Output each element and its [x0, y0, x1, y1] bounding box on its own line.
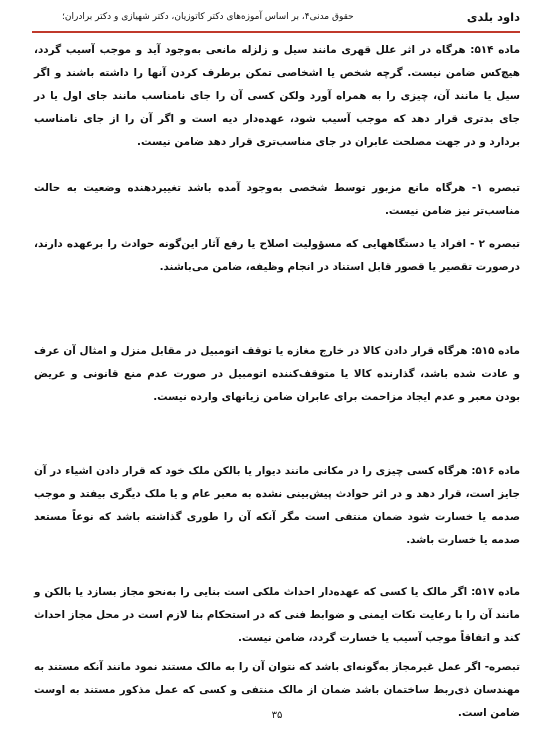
note-label: تبصره- [484, 661, 520, 673]
article-label: ماده ۵۱۶: [471, 465, 520, 477]
note-text: هرگاه مانع مزبور توسط شخصی به‌وجود آمده باشد تغییردهنده وضعیت به حالت مناسب‌تر نیز ضامن نیست. [34, 182, 520, 217]
page-number: ۳۵ [271, 710, 283, 721]
note-label: تبصره ۲ - [470, 238, 520, 250]
article-text: اگر مالک یا کسی که عهده‌دار احداث ملکی است بنایی را به‌نحو مجاز بسازد یا بالکن و مانند آن را با رعایت نکات ایمنی و ضوابط فنی که در استحکام بنا لازم است در محل مجاز احداث کند و اتفاقاً موجب آسیب یا خسارت گردد، ضامن نیست. [34, 586, 520, 644]
header-divider [32, 31, 520, 33]
article-515 [34, 340, 520, 409]
article-text: هرگاه در اثر علل قهری مانند سیل و زلزله مانعی به‌وجود آید و موجب آسیب گردد، هیچ‌کس ضامن نیست. گرچه شخص یا اشخاصی تمکن برطرف کردن آنها را داشته باشند و اگر سیل یا مانند آن، چیزی را به همراه آورد ولکن کسی آن را جای نامناسب مانند جای اول یا در جای بدتری قرار دهد که موجب آسیب شود، عهده‌دار دیه است و اگر آن را از جای نامناسب بردارد و در جهت مصلحت عابران در جای مناسب‌تری قرار دهد ضامن نیست. [34, 44, 520, 148]
note-1 [34, 177, 520, 223]
header-book-title: حقوق مدنی۴، بر اساس آموزه‌های دکتر کاتوزیان، دکتر شهیازی و دکتر برادران؛ [62, 12, 354, 22]
article-label: ماده ۵۱۵: [471, 345, 520, 357]
article-516 [34, 460, 520, 552]
note-2 [34, 233, 520, 279]
note-text: اگر عمل غیرمجاز به‌گونه‌ای باشد که نتوان آن را به مالک مستند نمود مانند آنکه مستند به مهندسان ذی‌ربط ساختمان باشد ضمان از مالک منتفی و کسی که عمل مذکور مستند به اوست ضامن است. [34, 661, 520, 719]
note-label: تبصره ۱- [471, 182, 520, 194]
note-text: افراد یا دستگاههایی که مسؤولیت اصلاح یا رفع آثار این‌گونه حوادث را برعهده دارند، درصورت تقصیر یا قصور قابل استناد در انجام وظیفه، ضامن می‌باشند. [34, 238, 520, 273]
article-text: هرگاه کسی چیزی را در مکانی مانند دیوار یا بالکن ملک خود که قرار دادن اشیاء در آن جایز است، قرار دهد و در اثر حوادث پیش‌بینی نشده به معبر عام و یا ملک دیگری بیفتد و موجب صدمه یا خسارت شود ضمان منتفی است مگر آنکه آن را طوری گذاشته باشد که نوعاً مستعد صدمه یا خسارت باشد. [34, 465, 520, 546]
article-label: ماده ۵۱۴: [470, 44, 521, 56]
article-514 [34, 39, 520, 154]
article-label: ماده ۵۱۷: [471, 586, 521, 598]
page-header [32, 10, 520, 32]
article-text: هرگاه قرار دادن کالا در خارج مغازه یا توقف اتومبیل در مقابل منزل و امثال آن عرف و عادت شده باشد، گذارنده کالا یا متوقف‌کننده اتومبیل در صورت عدم منع قانونی و عریض بودن معبر و عدم ایجاد مزاحمت برای عابران ضامن زیانهای وارده نیست. [34, 345, 520, 403]
article-517 [34, 581, 520, 650]
header-author: داود بلدی [466, 10, 520, 24]
